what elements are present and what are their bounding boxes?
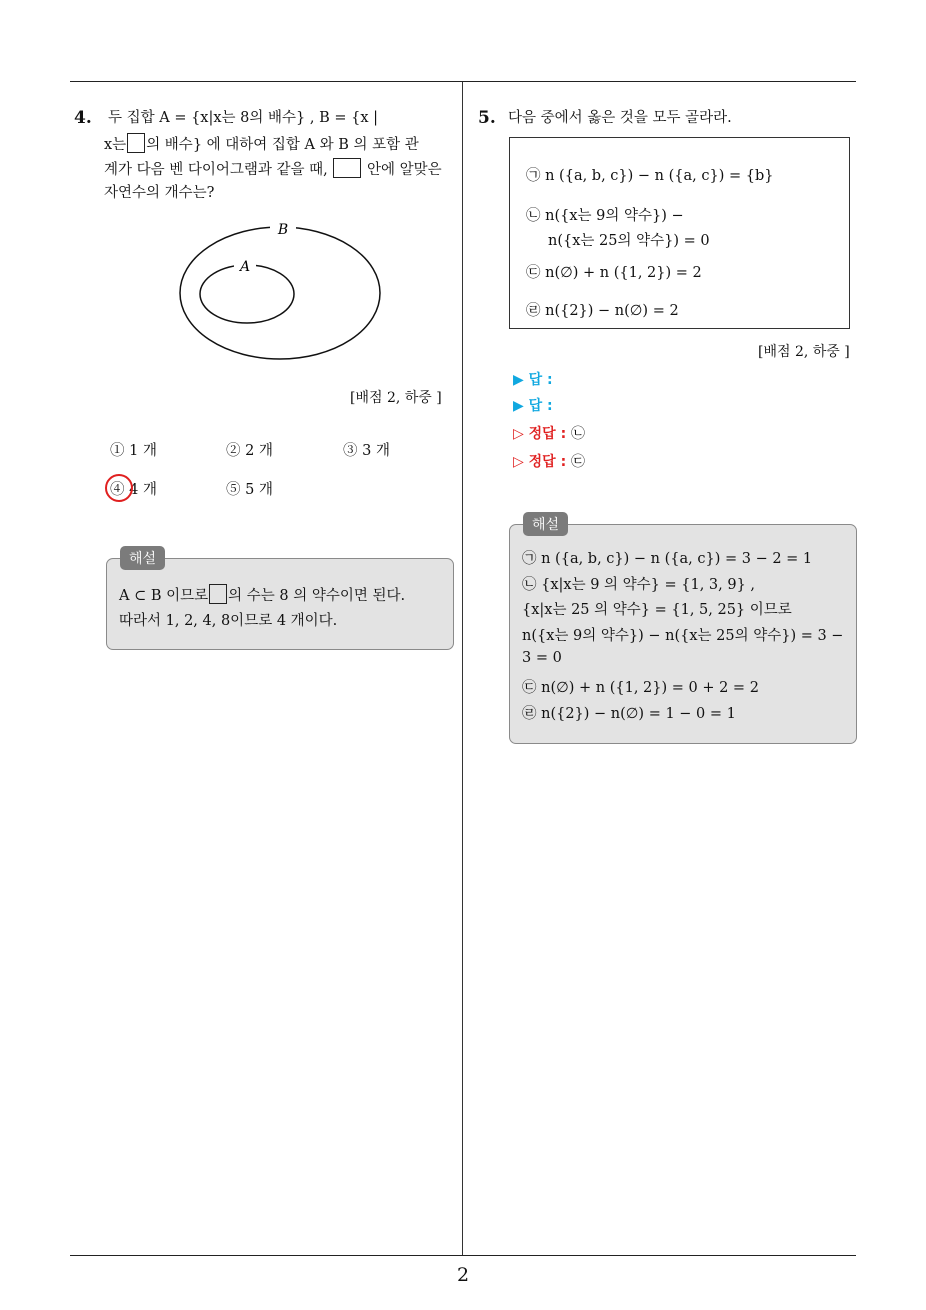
- choice-1[interactable]: ① 1 개: [110, 443, 157, 459]
- explanation-line: ㉢ n(∅) + n ({1, 2}) = 0 + 2 = 2: [522, 680, 759, 696]
- bottom-rule: [70, 1255, 856, 1256]
- answer-line: [513, 369, 553, 389]
- statement-3: ㉢ n(∅) + n ({1, 2}) = 2: [526, 265, 702, 281]
- question-text: 다음 중에서 옳은 것을 모두 골라라.: [508, 110, 732, 126]
- text-fragment: x는: [104, 137, 127, 153]
- explanation-box: [106, 558, 454, 650]
- statement-2: ㉡ n({x는 9의 약수}) −: [526, 208, 684, 224]
- explanation-tag: 해설: [523, 512, 568, 536]
- explanation-line: 3 = 0: [522, 650, 562, 666]
- correct-answer-value: ㉢: [571, 454, 586, 470]
- text-fragment: A ⊂ B 이므로: [119, 588, 209, 604]
- page-number: 2: [456, 1264, 470, 1286]
- venn-diagram: [170, 218, 390, 368]
- text-fragment: 의 배수} 에 대하여 집합 A 와 B 의 포함 관: [146, 137, 419, 153]
- text-fragment: 의 수는 8 의 약수이면 된다.: [228, 588, 406, 604]
- answer-line: [513, 395, 553, 415]
- choice-4[interactable]: ④ 4 개: [110, 482, 157, 498]
- explanation-line: ㉡ {x|x는 9 의 약수} = {1, 3, 9} ,: [522, 577, 756, 593]
- correct-answer-value: ㉡: [571, 426, 586, 442]
- correct-answer-label: ▷ 정답 :: [513, 426, 567, 442]
- score-label: [배점 2, 하중 ]: [758, 344, 850, 360]
- set-a-label: A: [239, 259, 251, 275]
- statement-1: ㉠ n ({a, b, c}) − n ({a, c}) = {b}: [526, 168, 774, 184]
- statement-2-cont: n({x는 25의 약수}) = 0: [548, 233, 710, 249]
- question-text-line: [104, 133, 419, 155]
- set-b-ellipse: [180, 227, 380, 359]
- explanation-box: [509, 524, 857, 744]
- column-divider: [462, 82, 463, 1256]
- score-label: [배점 2, 하중 ]: [350, 390, 442, 406]
- choice-3[interactable]: ③ 3 개: [343, 443, 390, 459]
- question-text-line: [104, 158, 442, 180]
- question-text-line: 두 집합 A = {x|x는 8의 배수} , B = {x |: [108, 110, 378, 126]
- question-number: 5.: [478, 108, 496, 128]
- correct-answer-label: ▷ 정답 :: [513, 454, 567, 470]
- question-number: 4.: [74, 108, 92, 128]
- blank-box: [127, 133, 145, 153]
- choice-5[interactable]: ⑤ 5 개: [226, 482, 273, 498]
- text-fragment: 안에 알맞은: [366, 162, 442, 178]
- answer-label: ▶ 답 :: [513, 372, 553, 388]
- explanation-line: [119, 584, 405, 605]
- top-rule: [70, 81, 856, 82]
- explanation-line: ㉠ n ({a, b, c}) − n ({a, c}) = 3 − 2 = 1: [522, 551, 813, 567]
- statements-box: [509, 137, 850, 329]
- explanation-line: {x|x는 25 의 약수} = {1, 5, 25} 이므로: [522, 602, 792, 618]
- selected-answer-circle: [105, 474, 133, 502]
- correct-answer-line: [513, 451, 585, 471]
- correct-answer-line: [513, 423, 585, 443]
- set-b-label: B: [277, 222, 289, 238]
- explanation-line: n({x는 9의 약수}) − n({x는 25의 약수}) = 3 −: [522, 628, 844, 644]
- blank-box: [333, 158, 361, 178]
- explanation-tag: 해설: [120, 546, 165, 570]
- statement-4: ㉣ n({2}) − n(∅) = 2: [526, 303, 679, 319]
- question-text-line: 자연수의 개수는?: [104, 185, 215, 201]
- answer-label: ▶ 답 :: [513, 398, 553, 414]
- explanation-line: ㉣ n({2}) − n(∅) = 1 − 0 = 1: [522, 706, 736, 722]
- blank-box: [209, 584, 227, 604]
- choice-2[interactable]: ② 2 개: [226, 443, 273, 459]
- text-fragment: 계가 다음 벤 다이어그램과 같을 때,: [104, 162, 328, 178]
- explanation-line: 따라서 1, 2, 4, 8이므로 4 개이다.: [119, 613, 338, 629]
